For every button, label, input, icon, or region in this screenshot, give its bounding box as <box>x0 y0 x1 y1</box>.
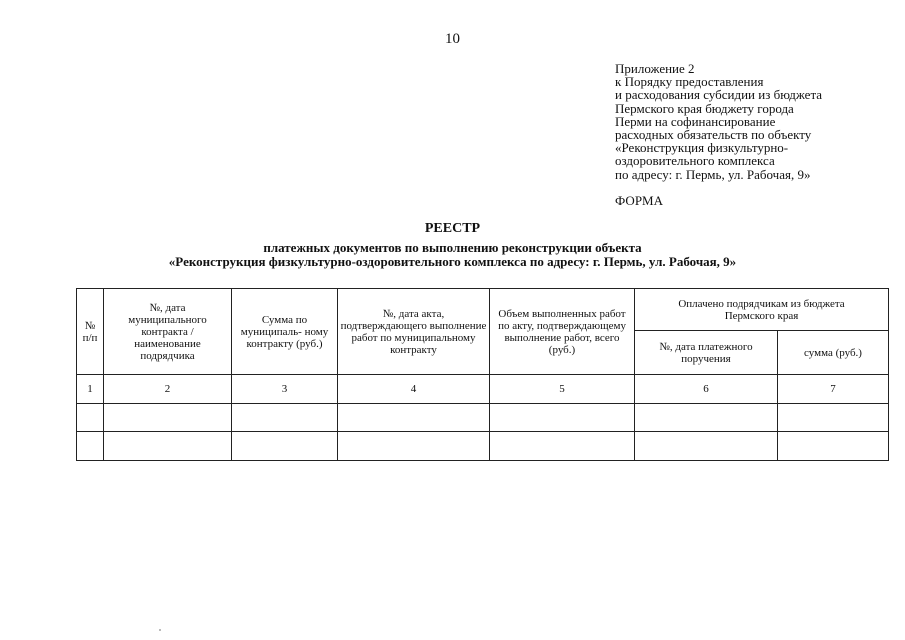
table-cell <box>778 404 889 432</box>
appendix-block <box>615 62 822 181</box>
column-number-cell: 6 <box>635 375 778 404</box>
table-header-row <box>77 289 889 331</box>
table-row <box>77 432 889 461</box>
appendix-line: «Реконструкция физкультурно- <box>615 140 789 156</box>
subtitle-line: «Реконструкция физкультурно-оздоровительного комплекса по адресу: г. Пермь, ул. Рабочая, 9» <box>168 254 737 269</box>
table-cell <box>635 404 778 432</box>
column-number-cell: 2 <box>104 375 232 404</box>
table-cell <box>490 432 635 461</box>
subtitle-line: платежных документов по выполнению реконструкции объекта <box>263 240 642 255</box>
appendix-line: по адресу: г. Пермь, ул. Рабочая, 9» <box>615 166 811 182</box>
header-cell-payment-sum: сумма (руб.) <box>778 331 889 375</box>
table-cell <box>635 432 778 461</box>
table-cell <box>77 432 104 461</box>
appendix-line: оздоровительного комплекса <box>615 153 775 169</box>
column-number-cell: 3 <box>232 375 338 404</box>
header-cell-paid-group: Оплачено подрядчикам из бюджета Пермского края <box>635 289 889 331</box>
appendix-line: Перми на софинансирование <box>615 113 776 129</box>
appendix-line: Пермского края бюджету города <box>615 100 794 116</box>
header-cell-work-volume: Объем выполненных работ по акту, подтверждающему выполнение работ, всего (руб.) <box>490 289 635 375</box>
appendix-line: к Порядку предоставления <box>615 74 764 90</box>
table-cell <box>338 404 490 432</box>
document-subtitle <box>0 241 905 269</box>
header-cell-contract: №, дата муниципального контракта / наименование подрядчика <box>104 289 232 375</box>
registry-table <box>76 288 889 461</box>
header-cell-contract-sum: Сумма по муниципаль- ному контракту (руб.) <box>232 289 338 375</box>
column-number-cell: 1 <box>77 375 104 404</box>
form-label: ФОРМА <box>615 193 663 208</box>
table-cell <box>490 404 635 432</box>
document-title: РЕЕСТР <box>424 221 481 236</box>
column-number-cell: 7 <box>778 375 889 404</box>
table-row <box>77 404 889 432</box>
appendix-line: Приложение 2 <box>615 61 695 76</box>
table-cell <box>104 432 232 461</box>
column-number-row <box>77 375 889 404</box>
table-cell <box>77 404 104 432</box>
page-number: 10 <box>445 31 460 47</box>
appendix-line: расходных обязательств по объекту <box>615 127 812 143</box>
column-number-cell: 5 <box>490 375 635 404</box>
table-cell <box>232 432 338 461</box>
table-cell <box>338 432 490 461</box>
scan-speck <box>159 629 161 631</box>
table-cell <box>104 404 232 432</box>
table-cell <box>232 404 338 432</box>
column-number-cell: 4 <box>338 375 490 404</box>
header-cell-payment-order: №, дата платежного поручения <box>635 331 778 375</box>
header-cell-number: № п/п <box>77 289 104 375</box>
appendix-line: и расходования субсидии из бюджета <box>615 87 823 103</box>
table-cell <box>778 432 889 461</box>
header-cell-act: №, дата акта, подтверждающего выполнение работ по муниципальному контракту <box>338 289 490 375</box>
